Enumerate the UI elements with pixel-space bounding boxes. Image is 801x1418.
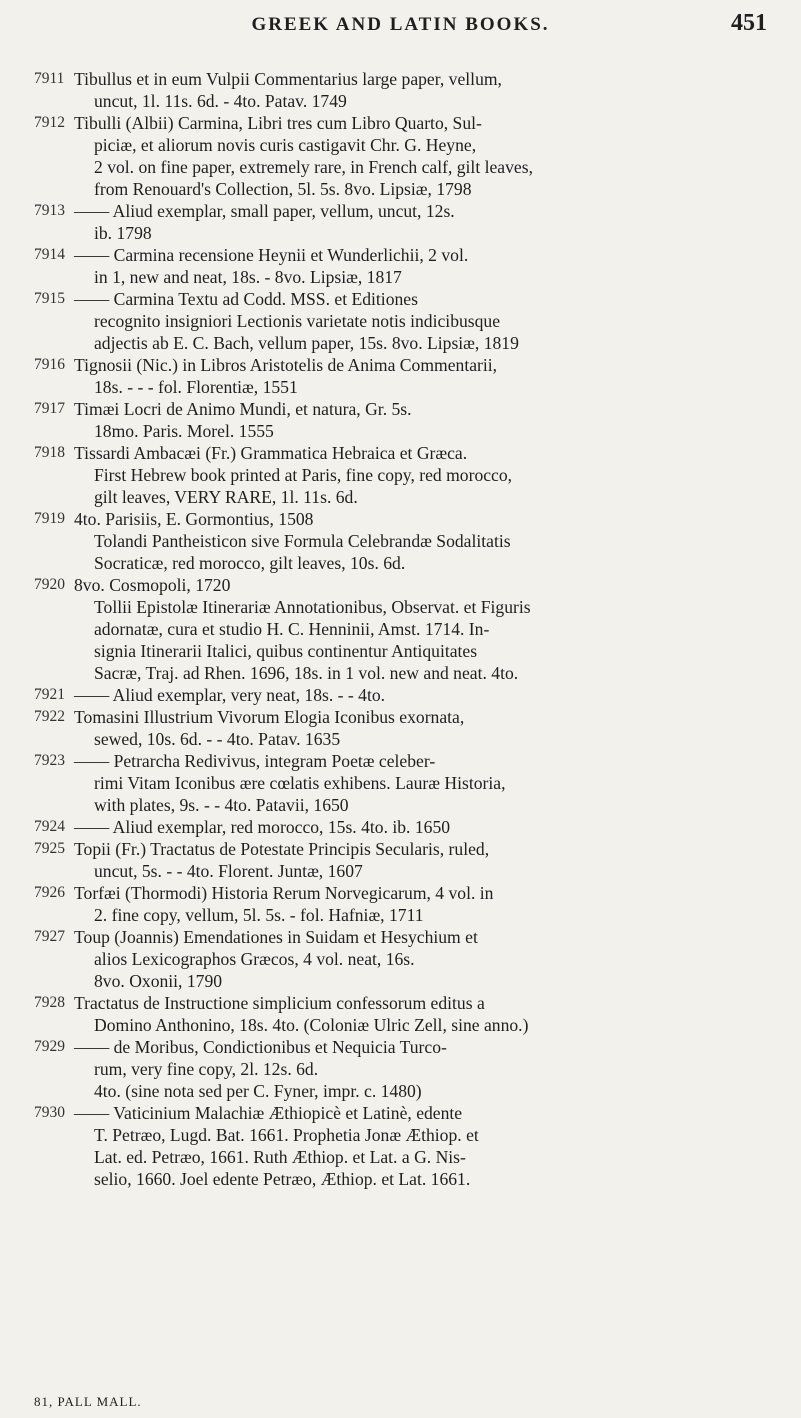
- entry-text: Tomasini Illustrium Vivorum Elogia Iconibus exornata,: [74, 707, 465, 727]
- entry-line: [0, 816, 801, 838]
- entry-line: [0, 112, 801, 134]
- lot-number: 7924: [34, 818, 65, 835]
- entry-line: [0, 794, 801, 816]
- entry-line: [0, 552, 801, 574]
- entry-line: [0, 464, 801, 486]
- entry-line: [0, 640, 801, 662]
- entry-line: [0, 1168, 801, 1190]
- entry-line: [0, 508, 801, 530]
- catalogue-entry: [0, 288, 801, 354]
- entry-text: adornatæ, cura et studio H. C. Henninii, Amst. 1714. In-: [94, 619, 490, 639]
- entry-line: [0, 772, 801, 794]
- catalogue-entry: [0, 442, 801, 508]
- entry-text: 8vo. Oxonii, 1790: [94, 971, 223, 991]
- entry-line: [0, 838, 801, 860]
- entry-line: [0, 684, 801, 706]
- entry-line: [0, 354, 801, 376]
- entry-text: sewed, 10s. 6d. - - 4to. Patav. 1635: [94, 729, 341, 749]
- entry-text: Tolandi Pantheisticon sive Formula Celebrandæ Sodalitatis: [94, 531, 511, 551]
- entry-line: [0, 1058, 801, 1080]
- entry-line: [0, 222, 801, 244]
- catalogue-entry: [0, 354, 801, 398]
- lot-number: 7913: [34, 202, 65, 219]
- lot-number: 7917: [34, 400, 65, 417]
- entry-line: [0, 1014, 801, 1036]
- entry-text: —— Vaticinium Malachiæ Æthiopicè et Latinè, edente: [74, 1103, 463, 1123]
- entry-line: [0, 1124, 801, 1146]
- entry-text: Timæi Locri de Animo Mundi, et natura, Gr. 5s.: [74, 399, 412, 419]
- catalogue-entry: [0, 574, 801, 684]
- catalogue-entry: [0, 1102, 801, 1190]
- entry-line: [0, 1102, 801, 1124]
- entry-line: [0, 398, 801, 420]
- catalogue-entry: [0, 816, 801, 838]
- catalogue-entry: [0, 68, 801, 112]
- lot-number: 7918: [34, 444, 65, 461]
- entry-line: [0, 662, 801, 684]
- lot-number: 7922: [34, 708, 65, 725]
- entry-text: selio, 1660. Joel edente Petræo, Æthiop. et Lat. 1661.: [94, 1169, 471, 1189]
- entry-line: [0, 376, 801, 398]
- catalogue-entry: [0, 992, 801, 1036]
- entry-line: [0, 288, 801, 310]
- lot-number: 7930: [34, 1104, 65, 1121]
- catalogue-entry: [0, 112, 801, 200]
- catalogue-entry: [0, 684, 801, 706]
- entry-text: 2. fine copy, vellum, 5l. 5s. - fol. Hafniæ, 1711: [94, 905, 424, 925]
- entry-line: [0, 266, 801, 288]
- entry-text: Toup (Joannis) Emendationes in Suidam et Hesychium et: [74, 927, 478, 947]
- entry-line: [0, 992, 801, 1014]
- entry-line: [0, 134, 801, 156]
- lot-number: 7926: [34, 884, 65, 901]
- entry-text: ib. 1798: [94, 223, 152, 243]
- running-title: GREEK AND LATIN BOOKS.: [251, 14, 550, 35]
- entry-text: alios Lexicographos Græcos, 4 vol. neat, 16s.: [94, 949, 415, 969]
- catalogue-entry: [0, 926, 801, 992]
- catalogue-entries: [0, 68, 801, 1190]
- lot-number: 7925: [34, 840, 65, 857]
- entry-line: [0, 596, 801, 618]
- entry-text: Tractatus de Instructione simplicium confessorum editus a: [74, 993, 485, 1013]
- entry-text: —— Aliud exemplar, small paper, vellum, uncut, 12s.: [74, 201, 455, 221]
- lot-number: 7914: [34, 246, 65, 263]
- lot-number: 7919: [34, 510, 65, 527]
- lot-number: 7920: [34, 576, 65, 593]
- entry-line: [0, 904, 801, 926]
- entry-text: 18mo. Paris. Morel. 1555: [94, 421, 274, 441]
- entry-line: [0, 1146, 801, 1168]
- entry-text: 4to. Parisiis, E. Gormontius, 1508: [74, 509, 314, 529]
- lot-number: 7921: [34, 686, 65, 703]
- entry-text: uncut, 5s. - - 4to. Florent. Juntæ, 1607: [94, 861, 363, 881]
- entry-text: —— de Moribus, Condictionibus et Nequicia Turco-: [74, 1037, 447, 1057]
- entry-line: [0, 860, 801, 882]
- catalogue-entry: [0, 882, 801, 926]
- entry-text: 2 vol. on fine paper, extremely rare, in French calf, gilt leaves,: [94, 157, 533, 177]
- entry-text: Lat. ed. Petræo, 1661. Ruth Æthiop. et Lat. a G. Nis-: [94, 1147, 466, 1167]
- lot-number: 7911: [34, 70, 65, 87]
- entry-line: [0, 486, 801, 508]
- entry-text: Tissardi Ambacæi (Fr.) Grammatica Hebraica et Græca.: [74, 443, 468, 463]
- entry-text: piciæ, et aliorum novis curis castigavit Chr. G. Heyne,: [94, 135, 477, 155]
- catalogue-entry: [0, 200, 801, 244]
- entry-text: 8vo. Cosmopoli, 1720: [74, 575, 231, 595]
- entry-text: Tollii Epistolæ Itinerariæ Annotationibus, Observat. et Figuris: [94, 597, 531, 617]
- entry-text: —— Carmina Textu ad Codd. MSS. et Editiones: [74, 289, 418, 309]
- catalogue-entry: [0, 244, 801, 288]
- entry-text: in 1, new and neat, 18s. - 8vo. Lipsiæ, 1817: [94, 267, 402, 287]
- page-header: [0, 0, 801, 52]
- entry-text: recognito insigniori Lectionis varietate notis indicibusque: [94, 311, 501, 331]
- entry-line: [0, 750, 801, 772]
- entry-text: —— Aliud exemplar, red morocco, 15s. 4to. ib. 1650: [74, 817, 451, 837]
- entry-text: rum, very fine copy, 2l. 12s. 6d.: [94, 1059, 319, 1079]
- entry-text: T. Petræo, Lugd. Bat. 1661. Prophetia Jonæ Æthiop. et: [94, 1125, 479, 1145]
- entry-text: 4to. (sine nota sed per C. Fyner, impr. c. 1480): [94, 1081, 422, 1101]
- entry-text: —— Petrarcha Redivivus, integram Poetæ celeber-: [74, 751, 436, 771]
- lot-number: 7912: [34, 114, 65, 131]
- entry-text: uncut, 1l. 11s. 6d. - 4to. Patav. 1749: [94, 91, 347, 111]
- entry-line: [0, 332, 801, 354]
- imprint-footer: 81, PALL MALL.: [34, 1394, 142, 1409]
- lot-number: 7929: [34, 1038, 65, 1055]
- entry-line: [0, 420, 801, 442]
- entry-text: Domino Anthonino, 18s. 4to. (Coloniæ Ulric Zell, sine anno.): [94, 1015, 529, 1035]
- entry-line: [0, 442, 801, 464]
- entry-line: [0, 90, 801, 112]
- entry-line: [0, 1036, 801, 1058]
- entry-line: [0, 156, 801, 178]
- entry-line: [0, 530, 801, 552]
- entry-text: Sacræ, Traj. ad Rhen. 1696, 18s. in 1 vol. new and neat. 4to.: [94, 663, 519, 683]
- entry-text: from Renouard's Collection, 5l. 5s. 8vo. Lipsiæ, 1798: [94, 179, 472, 199]
- entry-line: [0, 200, 801, 222]
- entry-line: [0, 948, 801, 970]
- entry-text: First Hebrew book printed at Paris, fine copy, red morocco,: [94, 465, 513, 485]
- entry-text: Tibulli (Albii) Carmina, Libri tres cum Libro Quarto, Sul-: [74, 113, 482, 133]
- entry-line: [0, 706, 801, 728]
- entry-line: [0, 1080, 801, 1102]
- entry-line: [0, 244, 801, 266]
- catalogue-entry: [0, 1036, 801, 1102]
- entry-text: —— Carmina recensione Heynii et Wunderlichii, 2 vol.: [74, 245, 469, 265]
- entry-line: [0, 728, 801, 750]
- catalogue-entry: [0, 508, 801, 574]
- entry-text: Socraticæ, red morocco, gilt leaves, 10s. 6d.: [94, 553, 406, 573]
- entry-text: with plates, 9s. - - 4to. Patavii, 1650: [94, 795, 349, 815]
- entry-text: rimi Vitam Iconibus ære cœlatis exhibens. Lauræ Historia,: [94, 773, 506, 793]
- entry-text: —— Aliud exemplar, very neat, 18s. - - 4to.: [74, 685, 386, 705]
- lot-number: 7915: [34, 290, 65, 307]
- entry-text: Topii (Fr.) Tractatus de Potestate Principis Secularis, ruled,: [74, 839, 490, 859]
- entry-text: adjectis ab E. C. Bach, vellum paper, 15s. 8vo. Lipsiæ, 1819: [94, 333, 519, 353]
- catalogue-entry: [0, 750, 801, 816]
- lot-number: 7927: [34, 928, 65, 945]
- catalogue-entry: [0, 398, 801, 442]
- entry-line: [0, 68, 801, 90]
- lot-number: 7928: [34, 994, 65, 1011]
- entry-line: [0, 574, 801, 596]
- entry-text: Torfæi (Thormodi) Historia Rerum Norvegicarum, 4 vol. in: [74, 883, 494, 903]
- entry-text: Tignosii (Nic.) in Libros Aristotelis de Anima Commentarii,: [74, 355, 498, 375]
- entry-text: gilt leaves, VERY RARE, 1l. 11s. 6d.: [94, 487, 358, 507]
- entry-line: [0, 882, 801, 904]
- entry-text: Tibullus et in eum Vulpii Commentarius large paper, vellum,: [74, 69, 502, 89]
- catalogue-entry: [0, 706, 801, 750]
- entry-line: [0, 618, 801, 640]
- entry-line: [0, 310, 801, 332]
- entry-text: signia Itinerarii Italici, quibus continentur Antiquitates: [94, 641, 478, 661]
- entry-text: 18s. - - - fol. Florentiæ, 1551: [94, 377, 298, 397]
- entry-line: [0, 178, 801, 200]
- lot-number: 7923: [34, 752, 65, 769]
- entry-line: [0, 970, 801, 992]
- entry-line: [0, 926, 801, 948]
- lot-number: 7916: [34, 356, 65, 373]
- page-number: 451: [731, 10, 767, 36]
- catalogue-entry: [0, 838, 801, 882]
